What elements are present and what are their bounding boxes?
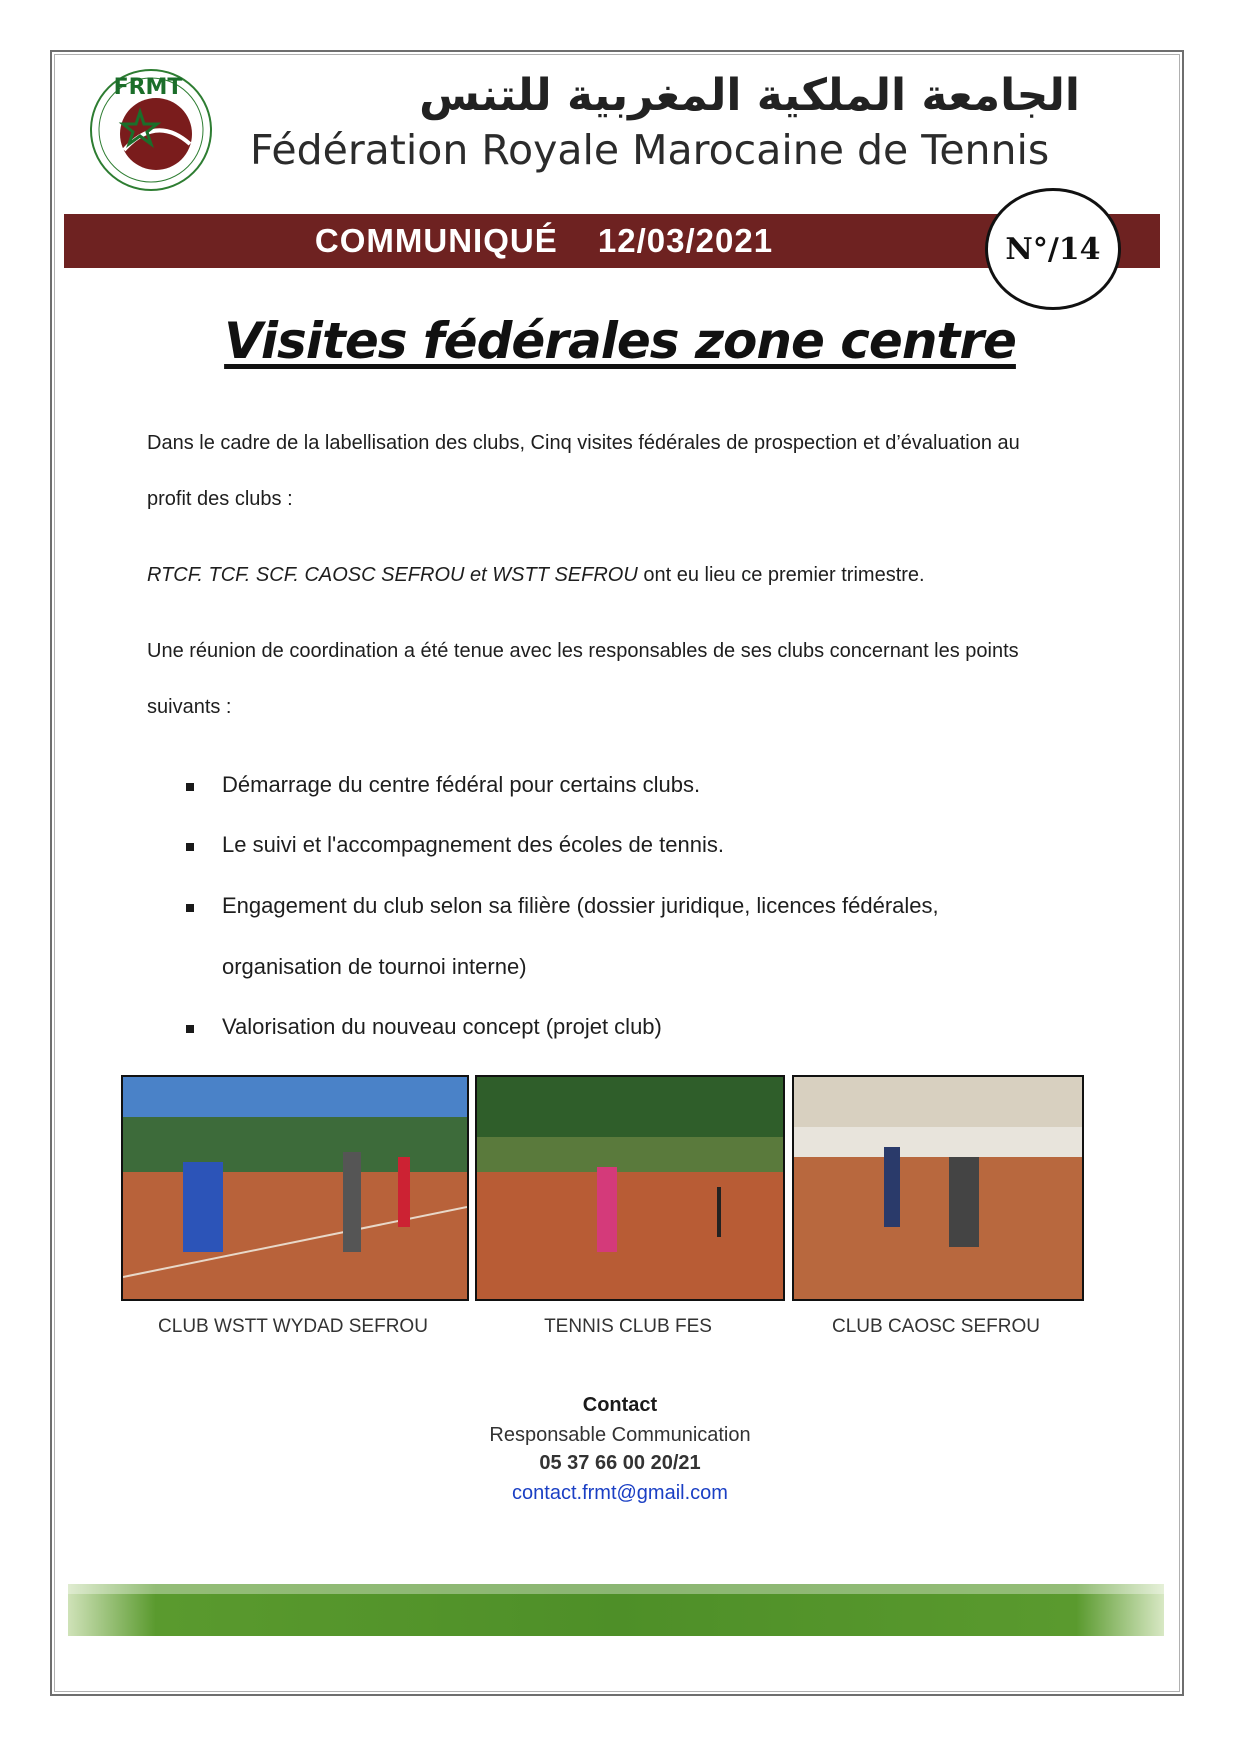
frmt-logo [86,64,216,194]
contact-phone: 05 37 66 00 20/21 [539,1452,701,1474]
logo-text: FRMT [113,75,183,100]
contact-role: Responsable Communication [489,1424,751,1446]
bullet-square-icon [186,783,194,791]
clubs-list: RTCF. TCF. SCF. CAOSC SEFROU et WSTT SEFROU [147,564,638,586]
clubs-sentence-rest: ont eu lieu ce premier trimestre. [637,564,925,586]
photo-tennis-club-fes [475,1075,785,1301]
french-federation-name: Fédération Royale Marocaine de Tennis [250,126,1050,174]
contact-email-link[interactable]: contact.frmt@gmail.com [512,1482,728,1504]
banner-label: COMMUNIQUÉ [314,222,558,259]
arabic-federation-name: الجامعة الملكية المغربية للتنس [419,70,1080,121]
communique-number: N°/14 [985,188,1121,310]
document-title: Visites fédérales zone centre [224,312,1016,370]
paragraph-intro: Dans le cadre de la labellisation des clubs, Cinq visites fédérales de prospection et d’évaluation au [147,432,1020,454]
bullet-square-icon [186,843,194,851]
photo-caption: CLUB WSTT WYDAD SEFROU [158,1316,428,1337]
bullet-square-icon [186,904,194,912]
photo-caption: TENNIS CLUB FES [544,1316,712,1337]
photo-wstt-sefrou [121,1075,469,1301]
banner-date: 12/03/2021 [597,222,774,259]
paragraph-clubs [147,564,1087,587]
photo-caption: CLUB CAOSC SEFROU [832,1316,1040,1337]
contact-heading: Contact [582,1394,658,1416]
bullet-square-icon [186,1025,194,1033]
paragraph-meeting-cont: suivants : [147,696,232,718]
grass-footer-image [68,1584,1164,1636]
photo-caosc-sefrou [792,1075,1084,1301]
paragraph-meeting: Une réunion de coordination a été tenue avec les responsables de ses clubs concernant les points [147,640,1019,662]
paragraph-intro-cont: profit des clubs : [147,488,293,510]
